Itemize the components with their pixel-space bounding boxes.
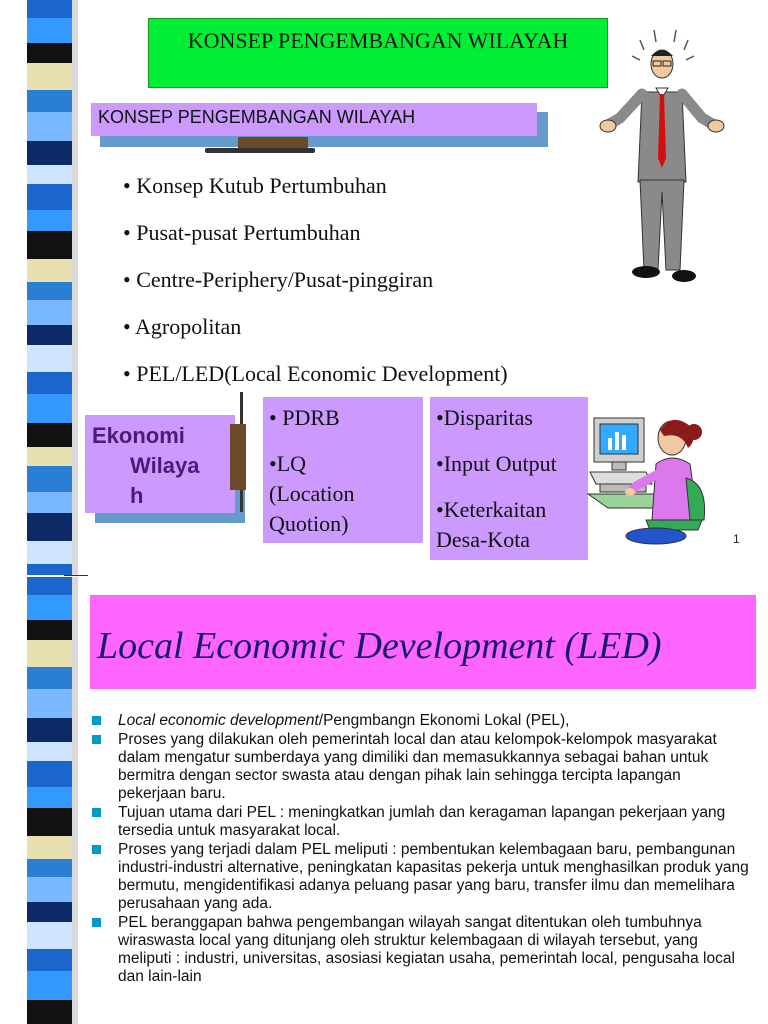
slide1-title [148, 18, 608, 88]
bullet-item: • Konsep Kutub Pertumbuhan [123, 173, 387, 198]
slide1-bullet-list [123, 172, 593, 407]
bullet-item: • Agropolitan [123, 314, 242, 339]
stripe-block [27, 1000, 72, 1024]
stripe-block [27, 231, 72, 259]
stripe-block [27, 667, 72, 689]
stripe-block [27, 63, 72, 90]
item-text: Proses yang dilakukan oleh pemerintah local dan atau kelompok-kelompok masyarakat dalam mengatur sumberdaya yang dimiliki dan memasukkannya sebagai bahan untuk bermitra dengan sector swasta atau dengan pihak lain sehingga tercipta lapangan pekerjaan baru. [118, 731, 717, 802]
stripe-block [27, 564, 72, 575]
pdrb-line-2: •LQ [269, 451, 307, 476]
stripe-block [27, 859, 72, 877]
stripe-block [27, 282, 72, 300]
stripe-block [27, 877, 72, 902]
pdrb-line-1: • PDRB [269, 405, 340, 430]
stripe-block [27, 689, 72, 718]
list-item [92, 804, 752, 840]
stripe-block [27, 742, 72, 761]
slide-divider [0, 575, 768, 577]
stripe-block [27, 577, 72, 595]
square-bullet-icon [92, 716, 101, 725]
list-item [92, 914, 752, 986]
stripe-block [27, 541, 72, 564]
item-italic: Local economic development [118, 712, 319, 729]
item-text: /Pengmbangn Ekonomi Lokal (PEL), [318, 712, 570, 729]
stripe-block [27, 761, 72, 787]
stripe-block [27, 423, 72, 447]
pdrb-line-4: Quotion) [269, 511, 349, 536]
stripe-block [27, 492, 72, 513]
stripe-block [27, 808, 72, 836]
disp-line-1: •Disparitas [436, 405, 533, 430]
stripe-block [27, 184, 72, 210]
stripe-edge-top [72, 0, 78, 575]
stripe-block [27, 394, 72, 423]
list-item [92, 841, 752, 913]
stripe-block [27, 922, 72, 949]
stripe-block [27, 513, 72, 541]
stripe-block [27, 836, 72, 859]
bullet-item: • Pusat-pusat Pertumbuhan [123, 220, 361, 245]
disparitas-box [430, 397, 588, 560]
disp-line-4: Desa-Kota [436, 527, 531, 552]
stripe-block [27, 210, 72, 231]
square-bullet-icon [92, 808, 101, 817]
slide1-subtitle-text: KONSEP PENGEMBANGAN WILAYAH [98, 107, 416, 127]
stripe-block [27, 595, 72, 620]
slide2-title [90, 595, 756, 689]
ekonomi-line-2: Wilaya [130, 453, 200, 478]
slide2-title-text: Local Economic Development (LED) [97, 625, 662, 667]
stripe-block [27, 0, 72, 18]
stripe-block [27, 112, 72, 141]
stripe-block [27, 43, 72, 63]
disp-line-2: •Input Output [436, 451, 557, 476]
item-text: Proses yang terjadi dalam PEL meliputi : pembentukan kelembagaan baru, pembangunan industri-industri alternative, peningkatan kapasitas pekerja untuk menghasilkan produk yang bermutu, mengidentifikasi adanya peluang pasar yang baru, transfer ilmu dan memelihara perusahaan yang ada. [118, 841, 749, 912]
stripe-block [27, 718, 72, 742]
slide-divider-line [64, 575, 88, 576]
slide2-bullet-list [92, 712, 752, 987]
bullet-item: • PEL/LED(Local Economic Development) [123, 361, 508, 386]
stripe-block [27, 902, 72, 922]
ekonomi-decor-block [230, 424, 246, 490]
ekonomi-line-1: Ekonomi [92, 423, 185, 448]
square-bullet-icon [92, 918, 101, 927]
subtitle-decor-bar [205, 148, 315, 153]
left-decorative-stripe-bottom [27, 577, 72, 1024]
slide1-title-text: KONSEP PENGEMBANGAN WILAYAH [187, 28, 569, 53]
page-number: 1 [733, 532, 740, 546]
ekonomi-wilayah-label [85, 415, 235, 513]
bullet-item: • Centre-Periphery/Pusat-pinggiran [123, 267, 434, 292]
stripe-block [27, 620, 72, 640]
item-text: Tujuan utama dari PEL : meningkatkan jumlah dan keragaman lapangan pekerjaan yang tersedia untuk masyarakat local. [118, 804, 726, 839]
stripe-block [27, 325, 72, 345]
stripe-block [27, 90, 72, 112]
left-decorative-stripe-top [27, 0, 72, 575]
woman-at-computer-icon [586, 408, 710, 546]
stripe-block [27, 259, 72, 282]
square-bullet-icon [92, 735, 101, 744]
shrugging-man-icon [598, 22, 728, 292]
item-text: PEL beranggapan bahwa pengembangan wilayah sangat ditentukan oleh tumbuhnya wiraswasta local yang ditunjang oleh struktur kelembagaan di wilayah tersebut, yang meliputi : industri, universitas, asosiasi kegiatan usaha, pemerintah local, pengusaha local dan lain-lain [118, 914, 735, 985]
pdrb-box [263, 397, 423, 543]
stripe-block [27, 345, 72, 372]
stripe-block [27, 949, 72, 971]
stripe-block [27, 18, 72, 43]
stripe-edge-bottom [72, 577, 78, 1024]
stripe-block [27, 300, 72, 325]
pdrb-line-3: (Location [269, 481, 355, 506]
stripe-block [27, 165, 72, 184]
stripe-block [27, 372, 72, 394]
stripe-block [27, 971, 72, 1000]
disp-line-3: •Keterkaitan [436, 497, 547, 522]
list-item [92, 712, 752, 730]
list-item [92, 731, 752, 803]
stripe-block [27, 640, 72, 667]
stripe-block [27, 466, 72, 492]
stripe-block [27, 787, 72, 808]
ekonomi-line-3: h [130, 483, 144, 508]
stripe-block [27, 447, 72, 466]
slide1-subtitle [91, 103, 537, 136]
square-bullet-icon [92, 845, 101, 854]
stripe-block [27, 141, 72, 165]
